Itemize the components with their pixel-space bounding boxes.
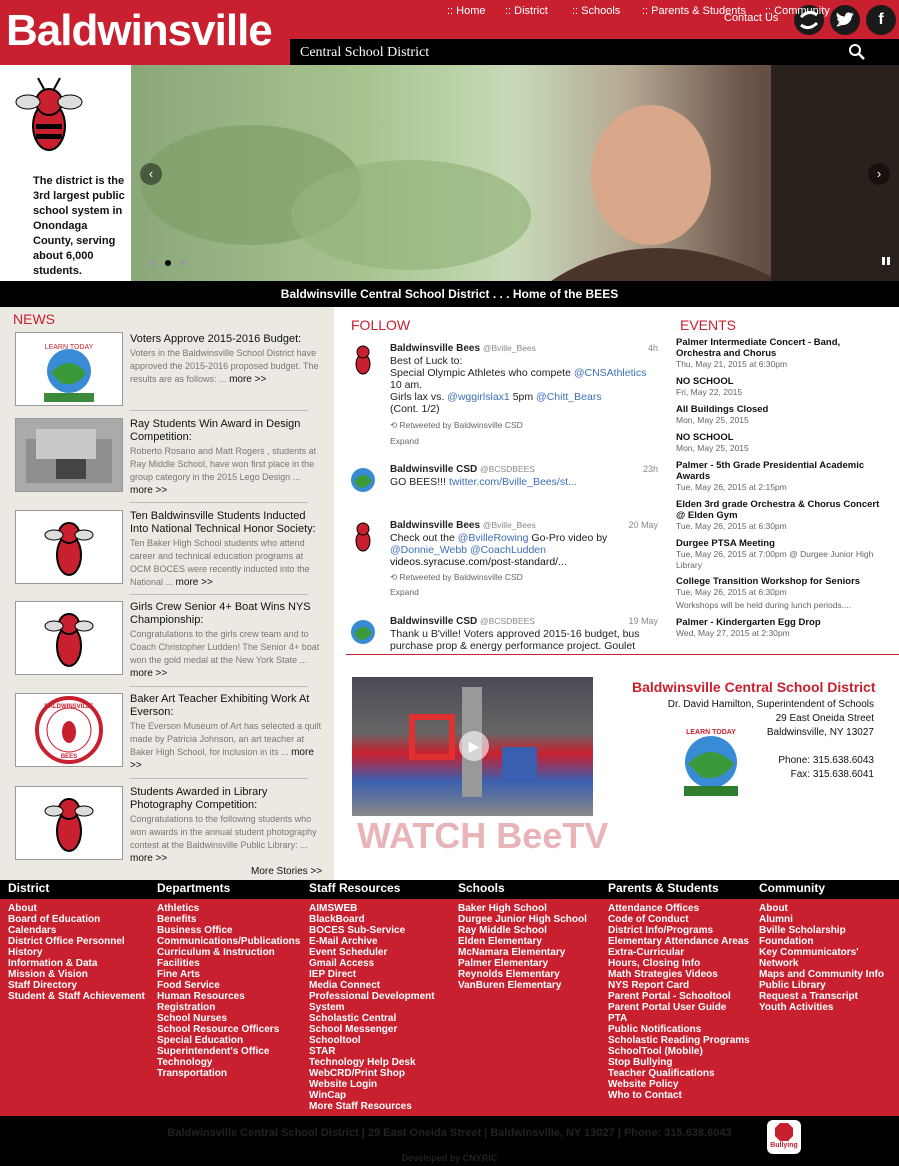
footer-link[interactable]: BOCES Sub-Service [309,925,406,936]
tweet-text: Thank u B'ville! Voters approved 2015-16 budget, bus purchase prop & energy performance project. Goulet [390,628,640,651]
footer-link[interactable]: IEP Direct [309,969,357,980]
footer-link[interactable]: System [309,1002,345,1013]
developed-by-link[interactable]: Developed by CNYRIC [401,1153,498,1163]
event-note: Workshops will be held during lunch periods.... [676,600,852,610]
footer-link[interactable]: PTA [608,1013,628,1024]
footer-list [157,903,300,1079]
footer-link[interactable]: Superintendent's Office [157,1046,270,1057]
news-thumb-bee[interactable] [15,510,123,584]
contact-us-link[interactable]: Contact Us [724,12,779,24]
nav-district[interactable]: :: District [505,5,548,17]
footer-link[interactable]: Gmail Access [309,958,375,969]
footer-link[interactable]: Board of Education [8,914,101,925]
news-thumb-bee[interactable] [15,601,123,675]
footer-list [8,903,145,1002]
news-thumb-bee[interactable] [15,786,123,860]
news-more-link[interactable]: more >> [130,747,314,771]
tweet-time[interactable]: 20 May [628,520,658,530]
tweet-time[interactable]: 4h [647,343,658,353]
tweet-mention[interactable]: @wggirlslax1 [447,391,510,403]
footer-link[interactable]: E-Mail Archive [309,936,378,947]
tweet-mention[interactable]: @Donnie_Webb [390,544,468,556]
event-title[interactable]: NO SCHOOL [676,376,734,387]
tweet-author[interactable]: Baldwinsville Bees @Bville_Bees [390,520,536,531]
news-divider [130,502,308,503]
footer-link[interactable]: SchoolTool (Mobile) [608,1046,703,1057]
svg-text:BEES: BEES [60,754,78,760]
learn-today-avatar-icon[interactable] [346,463,380,497]
facebook-icon[interactable]: f [866,5,896,35]
slide-next-button[interactable]: › [868,163,890,185]
footer-link[interactable]: Transportation [157,1068,228,1079]
tweet [346,615,664,651]
tweet-time[interactable]: 23h [642,464,658,474]
footer-link[interactable]: Hours, Closing Info [608,958,701,969]
footer-link[interactable]: Parent Portal - Schooltool [608,991,731,1002]
footer-heading: Schools [458,881,505,895]
footer-list [759,903,899,1013]
tweet [346,342,664,452]
district-fax: Fax: 315.638.6041 [790,769,874,780]
footer-link[interactable]: More Staff Resources [309,1101,412,1112]
news-divider [130,686,308,687]
footer-link[interactable]: Communications/Publications [157,936,301,947]
footer-link[interactable]: Human Resources [157,991,245,1002]
tweet-expand[interactable]: Expand [390,436,419,446]
tweet-mention[interactable]: @BvilleRowing [457,532,529,544]
news-body: Ten Baker High School students who attend career and technical education programs at OCM BOCES were recently inducted into the National ... more >> [130,538,310,588]
event-title[interactable]: Palmer Intermediate Concert - Band, Orchestra and Chorus [676,337,841,359]
tweet-retweet-info: ⟲ Retweeted by Baldwinsville CSD [390,572,523,582]
nav-community[interactable]: :: Community [765,5,830,17]
event-date: Fri, May 22, 2015 [676,387,743,397]
event-date: Tue, May 26, 2015 at 7:00pm @ Durgee Junior High Library [676,549,874,570]
footer-link[interactable]: Professional Development [309,991,435,1002]
footer-heading: Departments [157,881,231,895]
slide-prev-button[interactable]: ‹ [140,163,162,185]
news-more-link[interactable]: more >> [130,668,168,679]
nav-parents-students[interactable]: :: Parents & Students [642,5,746,17]
footer-link[interactable]: WinCap [309,1090,347,1101]
news-thumb-bees-seal[interactable] [15,693,123,767]
footer-link[interactable]: Bville Scholarship Foundation [759,925,846,947]
news-body: The Everson Museum of Art has selected a quilt made by Patricia Johnson, an art teacher at Baker High School, for inclusion in its ... more >> [130,721,322,771]
footer-link[interactable]: School Resource Officers [157,1024,280,1035]
search-icon[interactable] [848,43,866,61]
footer-link[interactable]: Media Connect [309,980,381,991]
footer-link[interactable]: Curriculum & Instruction [157,947,275,958]
tweet-link[interactable]: videos.syracuse.com/post-standard/... [390,556,567,568]
footer-link[interactable]: Extra-Curricular [608,947,685,958]
news-heading: NEWS [13,311,55,327]
event-date: Mon, May 25, 2015 [676,415,749,425]
footer-link[interactable]: Registration [157,1002,216,1013]
news-body: Voters in the Baldwinsville School District have approved the 2015-2016 proposed budget. The results are as follows: ... more >> [130,348,319,385]
events-heading: EVENTS [680,317,737,333]
news-title[interactable]: Ray Students Win Award in Design Competition: [130,418,301,443]
footer-link[interactable]: About [759,903,788,914]
tweet-text: GO BEES!!! twitter.com/Bville_Bees/st... [390,476,577,488]
tweet-mention[interactable]: @Chitt_Bears [536,391,602,403]
news-title[interactable]: Baker Art Teacher Exhibiting Work At Everson: [130,693,310,718]
tweet-expand[interactable]: Expand [390,587,419,597]
footer-heading: Staff Resources [309,881,401,895]
footer-link[interactable]: Benefits [157,914,197,925]
event-date: Thu, May 21, 2015 at 6:30pm [676,359,788,369]
tweet-text: Best of Luck to: Special Olympic Athletes who compete @CNSAthletics 10 am. Girls lax vs. @wggirlslax1 5pm @Chitt_Bears (Cont. 1/2) [390,355,647,415]
tweet-mention[interactable]: @CoachLudden [469,544,546,556]
section-divider [346,654,899,655]
footer-link[interactable]: Mission & Vision [8,969,88,980]
tweet-link[interactable]: twitter.com/Bville_Bees/st... [448,476,577,488]
event-title[interactable]: Palmer - Kindergarten Egg Drop [676,617,821,628]
footer-link[interactable]: Request a Transcript [759,991,858,1002]
footer-heading: Parents & Students [608,881,719,895]
footer-link[interactable]: Alumni [759,914,793,925]
bee-mascot-icon [14,74,84,167]
footer-list [309,903,435,1112]
tweet [346,519,664,604]
svg-text:BALDWINSVILLE: BALDWINSVILLE [44,704,94,710]
slide-dots[interactable] [150,258,180,266]
footer-link[interactable]: Ray Middle School [458,925,547,936]
footer-link[interactable]: Fine Arts [157,969,200,980]
footer-list [458,903,587,991]
news-title[interactable]: Girls Crew Senior 4+ Boat Wins NYS Championship: [130,601,311,626]
footer-link[interactable]: NYS Report Card [608,980,690,991]
footer-link[interactable]: WebCRD/Print Shop [309,1068,405,1079]
footer-link[interactable]: VanBuren Elementary [458,980,562,991]
footer-link[interactable]: Reynolds Elementary [458,969,560,980]
news-body: Roberto Rosario and Matt Rogers , students at Ray Middle School, have won first place in the group category in the 2015 Lego Design ... more >> [130,446,317,496]
footer-link[interactable]: School Messenger [309,1024,398,1035]
news-more-link[interactable]: more >> [175,577,213,588]
did-you-know-text: The district is the 3rd largest public school system in Onondaga County, serving about 6,000 students. [33,175,125,277]
tweet-retweet-info: ⟲ Retweeted by Baldwinsville CSD [390,420,523,430]
footer-heading: District [8,881,50,895]
footer-link[interactable]: Special Education [157,1035,244,1046]
event-date: Wed, May 27, 2015 at 2:30pm [676,628,790,638]
news-body: Congratulations to the girls crew team and to Coach Christopher Ludden! The Senior 4+ boat won the gold medal at the New York State ... more >> [130,629,320,679]
learn-today-logo-icon [666,722,756,798]
follow-heading: FOLLOW [351,317,411,333]
hero-slideshow[interactable] [131,65,899,281]
tweet-mention[interactable]: @CNSAthletics [573,367,647,379]
footer-link[interactable]: Teacher Qualifications [608,1068,715,1079]
tweet-time[interactable]: 19 May [628,616,658,626]
svg-text:LEARN TODAY: LEARN TODAY [686,729,736,736]
footer-link[interactable]: Technology Help Desk [309,1057,416,1068]
bee-avatar-icon[interactable] [346,342,380,376]
footer-link[interactable]: Public Library [759,980,826,991]
footer-link[interactable]: Schooltool [309,1035,361,1046]
footer-link[interactable]: Stop Bullying [608,1057,673,1068]
footer-link[interactable]: Business Office [157,925,233,936]
footer-link[interactable]: Staff Directory [8,980,77,991]
event-date: Mon, May 25, 2015 [676,443,749,453]
beetv-label[interactable]: WATCH BeeTV [357,815,609,856]
tweet-author[interactable]: Baldwinsville CSD @BCSDBEES [390,464,535,475]
footer-link[interactable]: Calendars [8,925,57,936]
tweet-author[interactable]: Baldwinsville Bees @Bville_Bees [390,343,536,354]
tweet-text: Check out the @BvilleRowing Go-Pro video by @Donnie_Webb @CoachLudden videos.syracuse.com/post-standard/... [390,532,608,568]
news-divider [130,778,308,779]
news-title[interactable]: Voters Approve 2015-2016 Budget: [130,333,302,345]
event-title[interactable]: Palmer - 5th Grade Presidential Academic Awards [676,460,865,482]
footer-link[interactable]: Scholastic Central [309,1013,397,1024]
footer-link[interactable]: Parent Portal User Guide [608,1002,727,1013]
event-title[interactable]: College Transition Workshop for Seniors [676,576,861,587]
footer-link[interactable]: BlackBoard [309,914,365,925]
footer-link[interactable]: Math Strategies Videos [608,969,718,980]
footer-link[interactable]: Baker High School [458,903,547,914]
more-stories-link[interactable]: More Stories >> [251,866,323,877]
footer-link[interactable]: Public Notifications [608,1024,702,1035]
footer-link[interactable]: Key Communicators' Network [759,947,859,969]
twitter-icon[interactable] [830,5,860,35]
news-more-link[interactable]: more >> [130,485,168,496]
news-title[interactable]: Students Awarded in Library Photography Competition: [130,786,268,811]
footer-link[interactable]: Athletics [157,903,200,914]
event-date: Tue, May 26, 2015 at 6:30pm [676,587,787,597]
footer-link[interactable]: Palmer Elementary [458,958,549,969]
news-divider [130,594,308,595]
news-more-link[interactable]: more >> [229,374,267,385]
footer-address: Baldwinsville Central School District | 29 East Oneida Street | Baldwinsville, NY 13027 | Phone: 315.638.6043 [167,1127,732,1139]
tagline-bar: Baldwinsville Central School District . . . Home of the BEES [0,281,899,307]
play-icon[interactable]: ▶ [459,731,489,761]
svg-text:LEARN TODAY: LEARN TODAY [44,344,94,351]
footer-link[interactable]: Information & Data [8,958,98,969]
site-logo[interactable]: Baldwinsville [6,6,272,55]
news-divider [130,410,308,411]
footer-link[interactable]: Scholastic Reading Programs [608,1035,750,1046]
superintendent: Dr. David Hamilton, Superintendent of Schools [667,699,874,710]
footer-link[interactable]: District Office Personnel [8,936,125,947]
footer-link[interactable]: Food Service [157,980,220,991]
nav-home[interactable]: :: Home [447,5,486,17]
footer-link[interactable]: Maps and Community Info [759,969,884,980]
footer-link[interactable]: Elementary Attendance Areas [608,936,749,947]
event-title[interactable]: NO SCHOOL [676,432,734,443]
footer-link[interactable]: School Nurses [157,1013,228,1024]
event-date: Tue, May 26, 2015 at 6:30pm [676,521,787,531]
footer-link[interactable]: History [8,947,43,958]
tweet-author[interactable]: Baldwinsville CSD @BCSDBEES [390,616,535,627]
footer-list [608,903,750,1101]
event-title[interactable]: All Buildings Closed [676,404,769,415]
footer-link[interactable]: McNamara Elementary [458,947,566,958]
stop-bullying-button[interactable]: Bullying [767,1120,801,1154]
footer-link[interactable]: Facilities [157,958,200,969]
footer-link[interactable]: Student & Staff Achievement [8,991,145,1002]
footer-link[interactable]: Durgee Junior High School [458,914,587,925]
footer-link[interactable]: Website Policy [608,1079,679,1090]
footer-link[interactable]: Event Scheduler [309,947,388,958]
district-phone: Phone: 315.638.6043 [778,755,874,766]
pause-icon[interactable] [881,256,891,266]
footer-link[interactable]: Technology [157,1057,213,1068]
news-thumb-lego[interactable] [15,418,123,492]
footer-link[interactable]: Elden Elementary [458,936,542,947]
district-name: Baldwinsville Central School District [632,679,876,695]
nav-schools[interactable]: :: Schools [572,5,621,17]
footer-link[interactable]: Website Login [309,1079,378,1090]
event-title[interactable]: Durgee PTSA Meeting [676,538,775,549]
bee-avatar-icon[interactable] [346,519,380,553]
district-street: 29 East Oneida Street [775,713,874,724]
news-body: Congratulations to the following students who won awards in the annual student photography contest at the Baldwinsville Public Library: ... more >> [130,814,317,864]
footer-link[interactable]: About [8,903,37,914]
footer-link[interactable]: District Info/Programs [608,925,714,936]
site-subtitle: Central School District [300,45,430,60]
news-title[interactable]: Ten Baldwinsville Students Inducted Into National Technical Honor Society: [130,510,316,535]
footer-link[interactable]: Who to Contact [608,1090,682,1101]
learn-today-avatar-icon[interactable] [346,615,380,649]
footer-link[interactable]: AIMSWEB [309,903,358,914]
footer-link[interactable]: Attendance Offices [608,903,700,914]
footer-link[interactable]: Youth Activities [759,1002,834,1013]
tweet [346,463,664,503]
event-date: Tue, May 26, 2015 at 2:15pm [676,482,787,492]
news-thumb-learn-today[interactable] [15,332,123,406]
news-more-link[interactable]: more >> [130,853,168,864]
district-city: Baldwinsville, NY 13027 [766,727,874,738]
footer-link[interactable]: STAR [309,1046,336,1057]
footer-heading: Community [759,881,825,895]
event-title[interactable]: Elden 3rd grade Orchestra & Chorus Concert @ Elden Gym [676,499,880,521]
footer-link[interactable]: Code of Conduct [608,914,689,925]
